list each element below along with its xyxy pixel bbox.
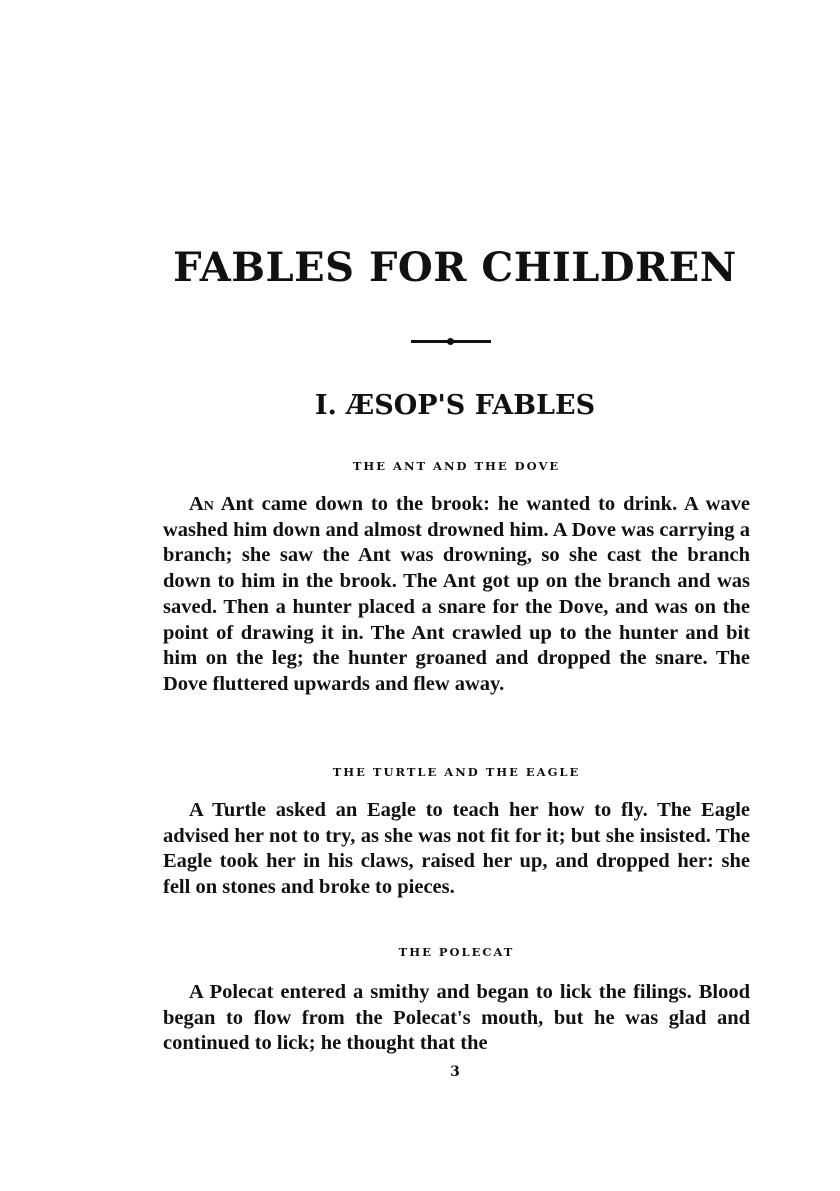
fable-title: THE POLECAT (398, 945, 515, 959)
fable-turtle-and-eagle (163, 762, 750, 901)
fable-body (163, 798, 750, 901)
fable-first-word: An (189, 493, 214, 515)
fable-body (163, 980, 750, 1057)
fable-polecat (163, 942, 750, 1057)
fable-text: Polecat entered a smithy and began to lick the filings. Blood began to flow from the Polecat's mouth, but he was glad and continued to lick; he thought that the (163, 981, 750, 1055)
book-title: FABLES FOR CHILDREN (173, 244, 737, 291)
fable-title: THE ANT AND THE DOVE (352, 459, 561, 473)
fable-first-word: A (189, 799, 203, 821)
part-title: I. ÆSOP'S FABLES (314, 390, 596, 421)
page-number: 3 (450, 1064, 460, 1080)
fable-body (163, 492, 750, 698)
ornament-divider-icon (411, 338, 491, 344)
fable-title: THE TURTLE AND THE EAGLE (332, 765, 581, 779)
fable-ant-and-dove (163, 456, 750, 698)
divider-dot (447, 338, 454, 345)
fable-first-word: A (189, 981, 203, 1003)
fable-text: Turtle asked an Eagle to teach her how to fly. The Eagle advised her not to try, as she was not fit for it; but she insisted. The Eagle took her in his claws, raised her up, and dropped her: she fell on stones and broke to pieces. (163, 799, 750, 899)
fable-text: Ant came down to the brook: he wanted to drink. A wave washed him down and almost drowned him. A Dove was carrying a branch; she saw the Ant was drowning, so she cast the branch down to him in the brook. The Ant got up on the branch and was saved. Then a hunter placed a snare for the Dove, and was on the point of drawing it in. The Ant crawled up to the hunter and bit him on the leg; the hunter groaned and dropped the snare. The Dove fluttered upwards and flew away. (163, 493, 750, 695)
